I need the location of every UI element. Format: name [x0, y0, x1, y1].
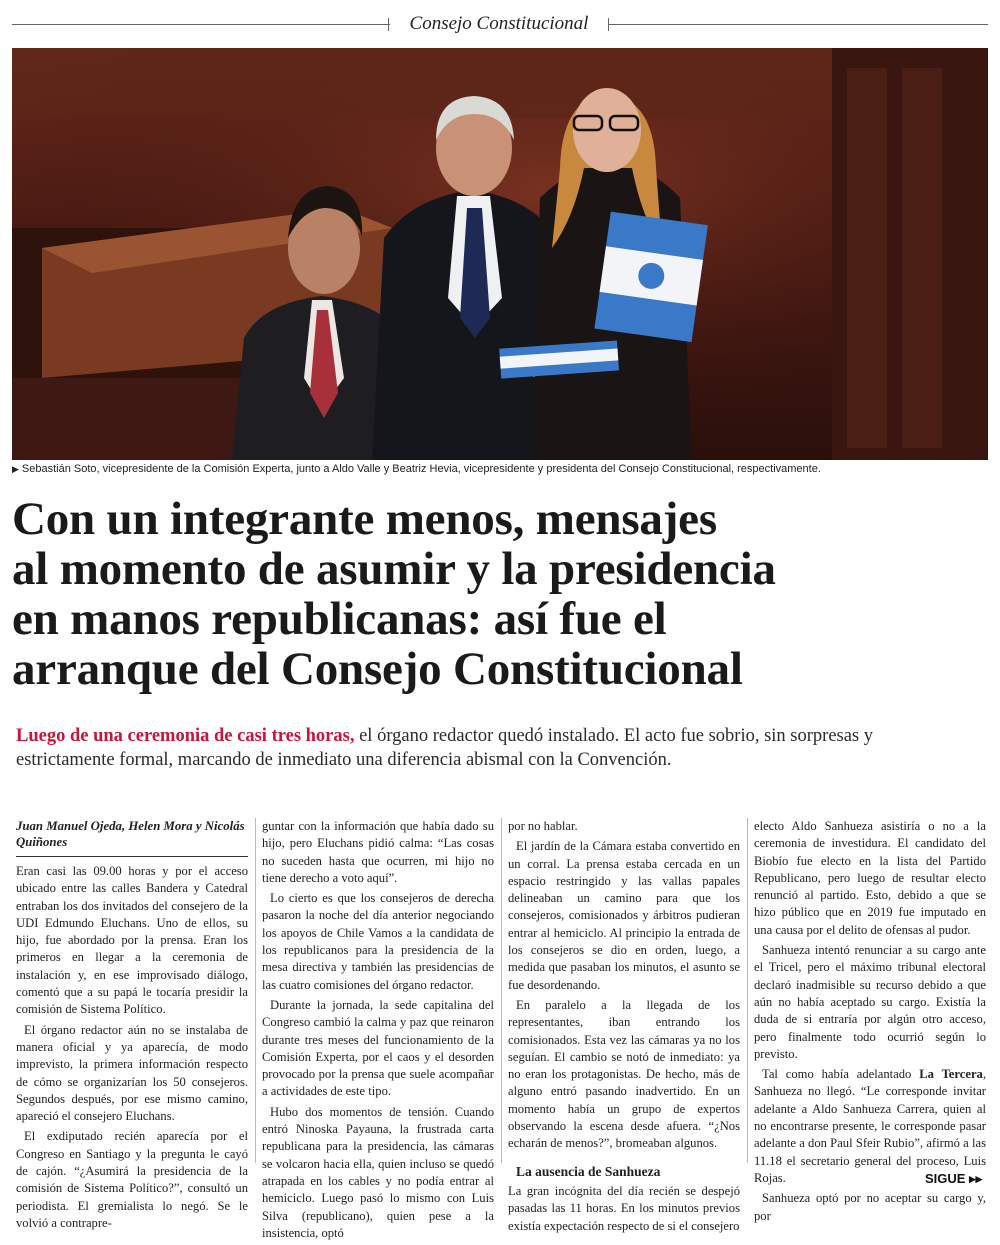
headline-line: Con un integrante menos, mensajes	[12, 493, 717, 545]
article-body	[16, 818, 988, 1240]
paragraph: El exdiputado recién aparecía por el Congreso en Santiago y la pregunta le cayó de cajón. “¿Asumirá la presidencia de la comisión de Sistema Político?”, consultó un periodista. El gremialista lo negó. Se le volvió a contrapre-	[16, 1129, 248, 1230]
caption-arrow-icon: ▶	[12, 464, 19, 474]
byline: Juan Manuel Ojeda, Helen Mora y Nicolás Quiñones	[16, 818, 248, 857]
paragraph	[754, 1066, 986, 1187]
paragraph-text: Tal como había adelantado	[762, 1067, 920, 1082]
continue-marker: SIGUE ▸▸	[925, 1171, 983, 1186]
paragraph: En paralelo a la llegada de los representantes, iban entrando los comisionados. Esta vez las cámaras ya no los seguían. El cambio se notó de inmediato: ya no eran los protagonistas. De hecho, más de alguno entró pasando inadvertido. En un momento había un grupo de expertos observando la escena desde afuera. “¿Nos echarán de menos?”, bromeaban algunos.	[508, 997, 740, 1151]
headline-line: en manos republicanas: así fue el	[12, 593, 667, 645]
publication-name: La Tercera	[919, 1067, 983, 1082]
caption-text: Sebastián Soto, vicepresidente de la Comisión Experta, junto a Aldo Valle y Beatriz Hevia, vicepresidente y presidenta del Consejo Constitucional, respectivamente.	[21, 463, 821, 475]
article-photo	[12, 48, 988, 460]
headline-line: al momento de asumir y la presidencia	[12, 543, 776, 595]
paragraph: Eran casi las 09.00 horas y por el acceso ubicado entre las calles Bandera y Catedral entraban los dos invitados del consejero de la UDI Edmundo Eluchans. Uno de ellos, su hijo, fue abordado por la prensa. Eran los primeros en llegar a la ceremonia de instalación y, en ese improvisado diálogo, comentó que a su papá le tocaría presidir la comisión de Sistema Político.	[16, 864, 248, 1017]
paragraph: Sanhueza optó por no aceptar su cargo y, por	[754, 1191, 986, 1223]
paragraph: Sanhueza intentó renunciar a su cargo ante el Tricel, pero el máximo tribunal electoral declaró inadmisible su recurso debido a que aún no había aceptado su cargo. Existía la duda de si entraría por algún otro acceso, pero finalmente todo ocurrió según lo previsto.	[754, 943, 986, 1061]
section-subhead: La ausencia de Sanhueza	[516, 1163, 661, 1179]
headline-line: arranque del Consejo Constitucional	[12, 643, 743, 695]
article-deck	[16, 724, 976, 772]
section-rule-right	[608, 24, 988, 25]
column-divider	[747, 818, 748, 1163]
section-rule-tick	[388, 18, 389, 31]
body-column-3	[508, 818, 740, 1238]
section-rule-left	[12, 24, 390, 25]
paragraph: electo Aldo Sanhueza asistiría o no a la ceremonia de investidura. El candidato del Biobío fue electo en la lista del Partido Republicano, pero luego de resultar electo renunció al partido. Esto, debido a que se hizo público que en 2019 fue imputado en una causa por el delito de ofensas al pudor.	[754, 819, 986, 937]
deck-lead: Luego de una ceremonia de casi tres horas,	[16, 726, 355, 746]
folder-flag-right	[594, 212, 707, 342]
paragraph: por no hablar.	[508, 819, 578, 833]
body-column-4	[754, 818, 986, 1228]
paragraph: Durante la jornada, la sede capitalina del Congreso cambió la calma y paz que reinaron durante tres meses del funcionamiento de la Comisión Experta, por el caos y el desorden provocado por la prensa que suele acompañar a actividades de este tipo.	[262, 997, 494, 1099]
column-divider	[255, 818, 256, 1163]
photo-caption	[12, 463, 988, 475]
paragraph: La gran incógnita del día recién se despejó pasadas las 11 horas. En los minutos previos existía expectación respecto de si el consejero	[508, 1183, 740, 1233]
section-header	[0, 12, 1000, 38]
paragraph: El jardín de la Cámara estaba convertido en un corral. La prensa estaba cercada en un espacio restringido y las vallas papales delineaban un camino para que los consejeros, comisionados y árbitros pudieran entrar al hemiciclo. Al principio la entrada de los consejeros se dio en orden, luego, a medida que pasaban los minutos, el asunto se fue desordenando.	[508, 839, 740, 992]
paragraph: guntar con la información que había dado su hijo, pero Eluchans pidió calma: “Las cosas no suceden hasta que ocurren, mi hijo no tiene derecho a voto aquí”.	[262, 819, 494, 885]
paragraph: El órgano redactor aún no se instalaba de manera oficial y ya aparecía, de modo imprevisto, la primera información respecto de cómo se organizarían los 50 consejeros. Segundos después, por ese mismo camino, apareció el consejero Eluchans.	[16, 1022, 248, 1124]
paragraph-text: , Sanhueza no llegó. “Le corresponde invitar adelante a Aldo Sanhueza Carrera, quien al no encontrarse presente, le corresponde pasar adelante a don Paul Sfeir Rubio”, afirmó a las 11.18 el secretario general del proceso, Luis Rojas.	[754, 1067, 986, 1185]
body-column-1	[16, 818, 248, 1235]
paragraph: Hubo dos momentos de tensión. Cuando entró Ninoska Payauna, la frustrada carta republicana para la presidencia, las cámaras se volcaron hacia ella, quien incluso se quedó atrapada en los cables y no podía entrar al hemiciclo. Luego pasó lo mismo con Luis Silva (republicano), quien pese a la insistencia, optó	[262, 1104, 494, 1240]
section-label: Consejo Constitucional	[409, 13, 589, 34]
column-divider	[501, 818, 502, 1163]
body-column-2	[262, 818, 494, 1245]
deck-rest: el órgano redactor quedó instalado. El acto fue sobrio, sin sorpresas y estrictamente formal, marcando de inmediato una diferencia abismal con la Convención.	[16, 726, 874, 770]
paragraph: Lo cierto es que los consejeros de derecha pasaron la noche del día anterior negociando los apoyos de Chile Vamos a la candidata de los republicanos para la presidencia de la mesa directiva y también las presidencias de las cuatro comisiones del órgano redactor.	[262, 891, 494, 992]
article-headline	[12, 494, 988, 694]
